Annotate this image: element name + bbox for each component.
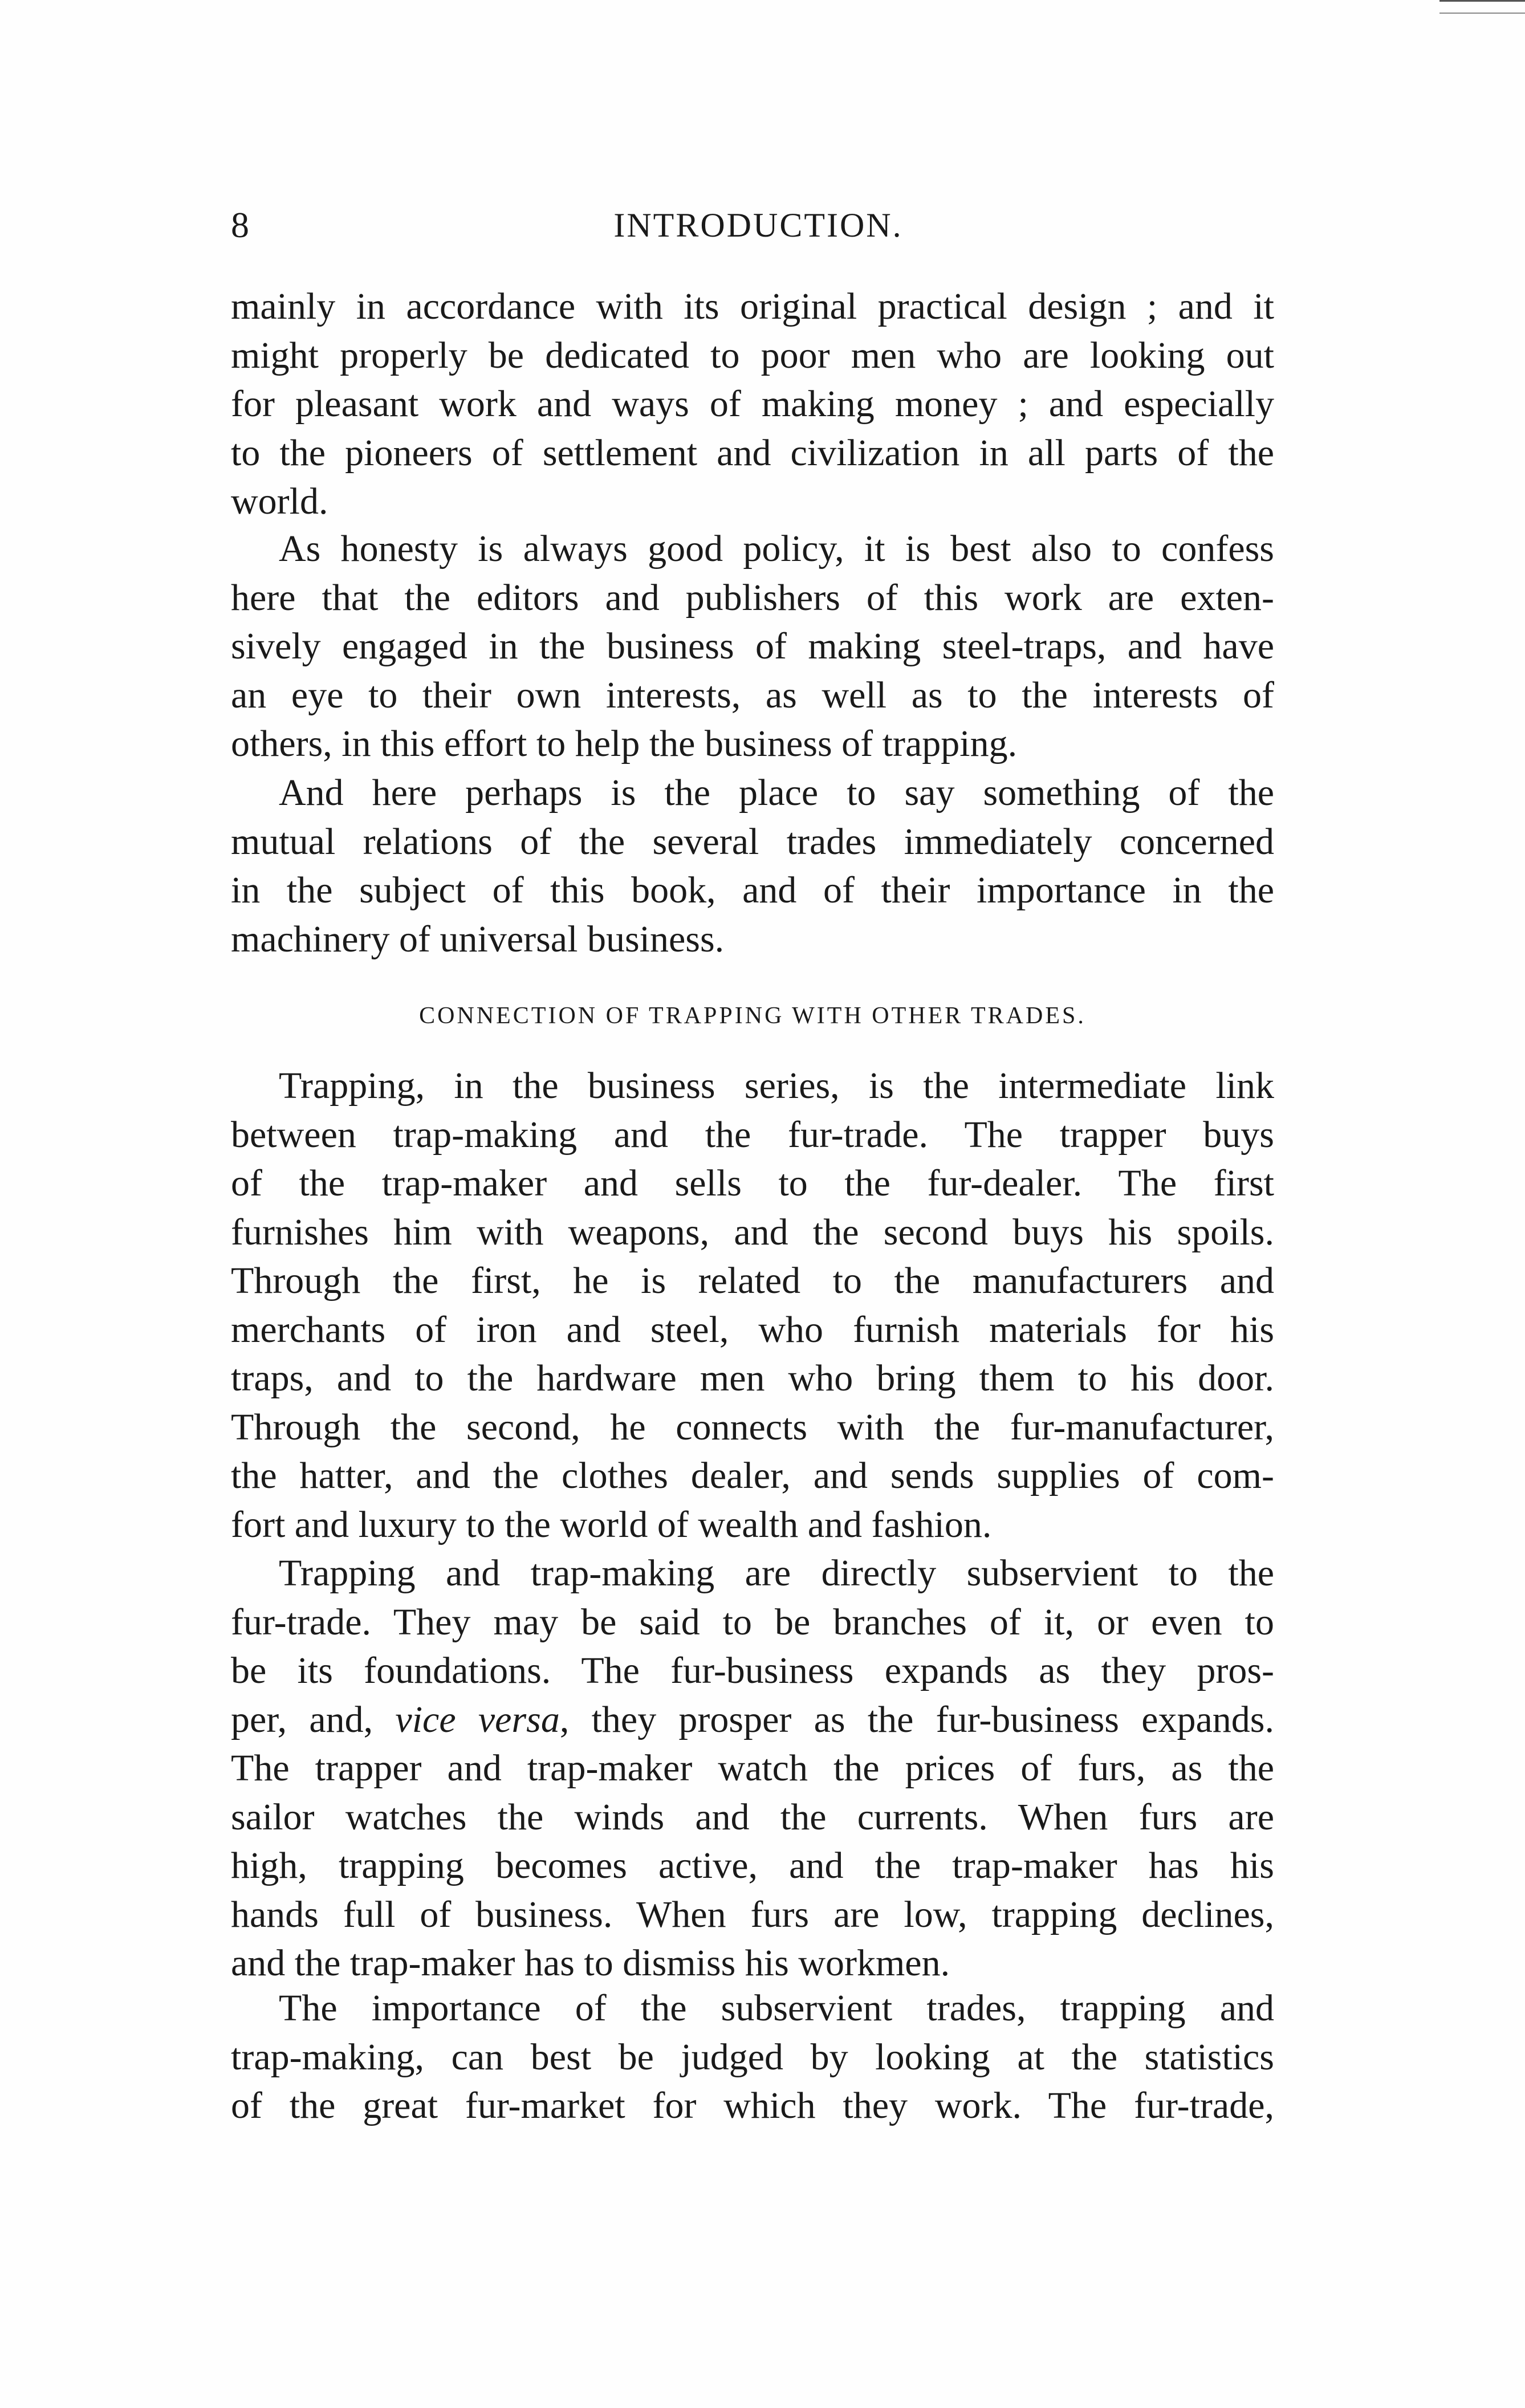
text-line: traps, and to the hardware men who bring them to his door. [231,1357,1274,1399]
text-line: As honesty is always good policy, it is best also to confess [279,528,1274,570]
scan-edge-mark [1439,0,1525,2]
paragraph-5 [231,1549,1274,1988]
text-line: world. [231,481,328,522]
text-line: to the pioneers of settlement and civilization in all parts of the [231,432,1274,474]
paragraph-2 [231,524,1274,768]
text-line: in the subject of this book, and of their importance in the [231,869,1274,911]
text-line: here that the editors and publishers of this work are exten- [231,576,1274,619]
text-line: be its foundations. The fur-business expands as they pros- [231,1650,1274,1691]
paragraph-6 [231,1984,1274,2130]
paragraph-1 [231,282,1274,526]
page-number: 8 [231,205,249,245]
text-line: The importance of the subservient trades, trapping and [279,1987,1274,2029]
text-line: Trapping and trap-making are directly subservient to the [279,1552,1274,1594]
text-line: sailor watches the winds and the currents. When furs are [231,1796,1274,1838]
text-line: for pleasant work and ways of making money ; and especially [231,383,1274,425]
page-header [231,200,1286,251]
text-line: per, and, vice versa, they prosper as the fur-business expands. [231,1698,1274,1740]
text-line: of the great fur-market for which they work. The fur-trade, [231,2085,1274,2126]
text-line: high, trapping becomes active, and the trap-maker has his [231,1845,1274,1886]
text-line: fort and luxury to the world of wealth and fashion. [231,1503,992,1545]
text-line: of the trap-maker and sells to the fur-dealer. The first [231,1162,1274,1204]
text-line: furnishes him with weapons, and the second buys his spoils. [231,1211,1274,1253]
text-line: Through the second, he connects with the fur-manufacturer, [231,1406,1274,1448]
text-line: Trapping, in the business series, is the intermediate link [279,1065,1274,1107]
italic-phrase: vice versa [395,1698,560,1740]
text-line: fur-trade. They may be said to be branches of it, or even to [231,1601,1274,1643]
text-line: merchants of iron and steel, who furnish materials for his [231,1308,1274,1351]
paragraph-3 [231,768,1274,963]
text-line: mainly in accordance with its original practical design ; and it [231,286,1274,327]
text-line: an eye to their own interests, as well as to the interests of [231,674,1274,716]
text-line: machinery of universal business. [231,918,725,960]
text-line: mutual relations of the several trades immediately concerned [231,820,1274,863]
text-line: trap-making, can best be judged by looking at the statistics [231,2036,1274,2078]
text-line: Through the first, he is related to the manufacturers and [231,1260,1274,1301]
text-line: sively engaged in the business of making steel-traps, and have [231,625,1274,667]
text-line: and the trap-maker has to dismiss his workmen. [231,1942,950,1984]
text-line: the hatter, and the clothes dealer, and sends supplies of com- [231,1455,1274,1496]
text-line: The trapper and trap-maker watch the prices of furs, as the [231,1747,1274,1789]
text-line: others, in this effort to help the business of trapping. [231,723,1018,764]
text-line: hands full of business. When furs are low, trapping declines, [231,1893,1274,1935]
text-line: might properly be dedicated to poor men who are looking out [231,334,1274,376]
scan-edge-mark-2 [1439,13,1525,14]
text-line: And here perhaps is the place to say something of the [279,772,1274,813]
paragraph-4 [231,1061,1274,1549]
running-head: INTRODUCTION. [613,206,903,244]
text-line: between trap-making and the fur-trade. The trapper buys [231,1113,1274,1156]
section-heading: CONNECTION OF TRAPPING WITH OTHER TRADES. [419,1003,1086,1029]
